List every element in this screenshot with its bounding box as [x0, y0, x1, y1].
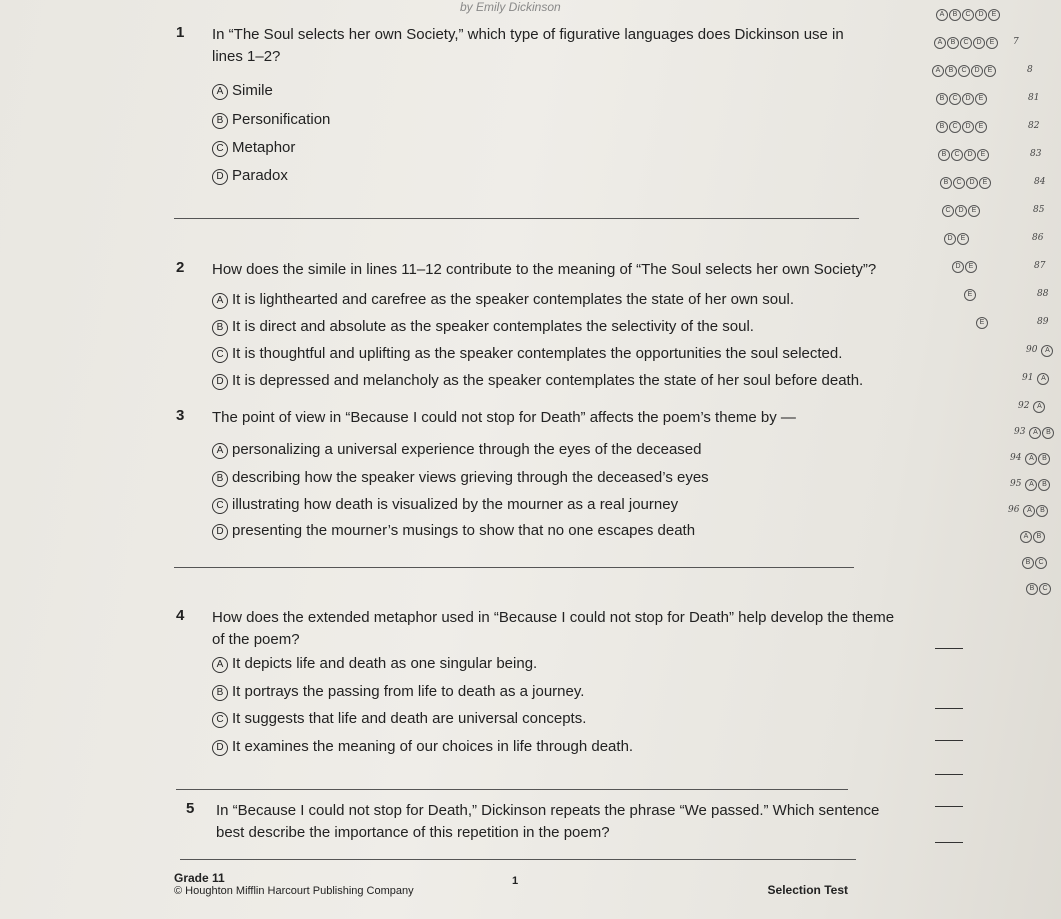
stem-line: How does the extended metaphor used in “Because I could not stop for Death” help develop the theme: [212, 609, 895, 626]
bubble-icon: E: [964, 289, 976, 301]
bubble-icon: C: [960, 37, 972, 49]
bubble-icon: B: [1038, 479, 1050, 491]
option-text: It examines the meaning of our choices in life through death.: [232, 738, 634, 755]
bubble-d[interactable]: D: [212, 374, 228, 390]
copyright: © Houghton Mifflin Harcourt Publishing Company: [174, 885, 414, 897]
answer-row: [1014, 426, 1055, 439]
option-c[interactable]: [212, 496, 678, 514]
bubble-a[interactable]: A: [212, 293, 228, 309]
option-d[interactable]: [212, 738, 633, 756]
bubble-icon: D: [975, 9, 987, 21]
bubble-icon: C: [953, 177, 965, 189]
bubble-icon: A: [1029, 427, 1041, 439]
option-a[interactable]: [212, 655, 537, 673]
answer-line-mark: [935, 842, 963, 843]
stem-line: How does the simile in lines 11–12 contribute to the meaning of “The Soul selects her own Society”?: [212, 261, 877, 278]
answer-line-mark: [935, 774, 963, 775]
section-divider: [174, 218, 859, 219]
bubble-b[interactable]: B: [212, 320, 228, 336]
bubble-icon: C: [958, 65, 970, 77]
bubble-b[interactable]: B: [212, 471, 228, 487]
bubble-icon: E: [986, 37, 998, 49]
bubble-b[interactable]: B: [212, 685, 228, 701]
bubble-icon: E: [979, 177, 991, 189]
question-number: 4: [176, 607, 185, 624]
question-stem: [212, 607, 894, 651]
option-b[interactable]: [212, 683, 584, 701]
test-name: Selection Test: [767, 883, 848, 897]
bubble-icon: A: [1025, 453, 1037, 465]
bubble-icon: A: [1033, 401, 1045, 413]
bubble-icon: D: [955, 205, 967, 217]
answer-row: [934, 36, 1023, 49]
bubble-c[interactable]: C: [212, 712, 228, 728]
bubble-icon: E: [977, 149, 989, 161]
footer-divider: [180, 859, 856, 860]
bubble-icon: B: [1026, 583, 1038, 595]
answer-row: [936, 8, 1001, 21]
bubble-icon: C: [949, 121, 961, 133]
answer-row: [944, 232, 1047, 245]
option-text: Personification: [232, 111, 331, 128]
bubble-icon: C: [962, 9, 974, 21]
answer-row: [932, 64, 1037, 77]
row-number: 92: [1018, 401, 1030, 411]
option-text: presenting the mourner’s musings to show that no one escapes death: [232, 522, 696, 539]
row-number: 8: [1027, 65, 1033, 75]
bubble-d[interactable]: D: [212, 740, 228, 756]
option-text: illustrating how death is visualized by the mourner as a real journey: [232, 496, 679, 513]
bubble-icon: D: [973, 37, 985, 49]
option-a[interactable]: [212, 82, 273, 100]
option-text: It is lighthearted and carefree as the speaker contemplates the state of her own soul.: [232, 291, 794, 308]
bubble-icon: E: [976, 317, 988, 329]
bubble-icon: E: [957, 233, 969, 245]
option-text: personalizing a universal experience through the eyes of the deceased: [232, 441, 702, 458]
option-text: It suggests that life and death are universal concepts.: [232, 710, 587, 727]
bubble-icon: B: [949, 9, 961, 21]
bubble-icon: C: [951, 149, 963, 161]
bubble-icon: D: [962, 121, 974, 133]
bubble-icon: A: [1037, 373, 1049, 385]
option-c[interactable]: [212, 345, 842, 363]
bubble-a[interactable]: A: [212, 84, 228, 100]
section-divider: [176, 789, 848, 790]
bubble-icon: B: [947, 37, 959, 49]
stem-line: The point of view in “Because I could not stop for Death” affects the poem’s theme by —: [212, 409, 796, 426]
answer-line-mark: [935, 740, 963, 741]
bubble-icon: B: [1033, 531, 1045, 543]
grade-label: Grade 11: [174, 871, 225, 885]
row-number: 81: [1028, 93, 1040, 103]
answer-row: [1026, 344, 1054, 357]
answer-row: [964, 288, 1052, 301]
row-number: 82: [1028, 121, 1040, 131]
bubble-icon: B: [945, 65, 957, 77]
bubble-icon: B: [1042, 427, 1054, 439]
option-c[interactable]: [212, 710, 586, 728]
option-b[interactable]: [212, 111, 330, 129]
row-number: 83: [1030, 149, 1042, 159]
option-text: Metaphor: [232, 139, 296, 156]
option-text: It is direct and absolute as the speaker contemplates the selectivity of the soul.: [232, 318, 754, 335]
bubble-icon: D: [962, 93, 974, 105]
bubble-c[interactable]: C: [212, 498, 228, 514]
bubble-icon: E: [975, 121, 987, 133]
bubble-d[interactable]: D: [212, 524, 228, 540]
option-b[interactable]: [212, 469, 709, 487]
answer-row: [940, 176, 1049, 189]
section-divider: [174, 567, 854, 568]
bubble-icon: A: [936, 9, 948, 21]
question-stem: [212, 24, 844, 68]
bubble-icon: B: [936, 93, 948, 105]
bubble-icon: C: [942, 205, 954, 217]
option-text: It depicts life and death as one singular being.: [232, 655, 538, 672]
question-number: 2: [176, 259, 185, 276]
question-number: 3: [176, 407, 185, 424]
bubble-icon: D: [944, 233, 956, 245]
stem-line: lines 1–2?: [212, 48, 281, 65]
row-number: 88: [1037, 289, 1049, 299]
bubble-a[interactable]: A: [212, 443, 228, 459]
answer-row: [1010, 478, 1051, 491]
stem-line: best describe the importance of this repetition in the poem?: [216, 824, 610, 841]
bubble-icon: C: [1035, 557, 1047, 569]
answer-row: [1026, 582, 1052, 595]
bubble-a[interactable]: A: [212, 657, 228, 673]
option-b[interactable]: [212, 318, 754, 336]
answer-row: [1018, 400, 1046, 413]
bubble-icon: B: [1022, 557, 1034, 569]
row-number: 86: [1032, 233, 1044, 243]
bubble-icon: E: [988, 9, 1000, 21]
option-d[interactable]: [212, 372, 863, 390]
bubble-icon: D: [971, 65, 983, 77]
bubble-icon: E: [984, 65, 996, 77]
row-number: 89: [1037, 317, 1049, 327]
bubble-icon: A: [1041, 345, 1053, 357]
question-stem: [212, 407, 796, 429]
bubble-icon: B: [1038, 453, 1050, 465]
row-number: 7: [1013, 37, 1019, 47]
answer-line-mark: [935, 648, 963, 649]
question-number: 1: [176, 24, 185, 41]
bubble-icon: C: [949, 93, 961, 105]
header-fragment: by Emily Dickinson: [460, 0, 561, 14]
bubble-icon: B: [936, 121, 948, 133]
option-text: It is thoughtful and uplifting as the speaker contemplates the opportunities the soul selected.: [232, 345, 843, 362]
option-a[interactable]: [212, 291, 794, 309]
bubble-icon: E: [965, 261, 977, 273]
option-text: It portrays the passing from life to death as a journey.: [232, 683, 585, 700]
question-stem: [216, 800, 879, 844]
row-number: 91: [1022, 373, 1034, 383]
answer-row: [942, 204, 1048, 217]
option-text: Paradox: [232, 167, 288, 184]
answer-line-mark: [935, 708, 963, 709]
answer-row: [1022, 556, 1048, 569]
row-number: 87: [1034, 261, 1046, 271]
answer-row: [1020, 530, 1046, 543]
question-stem: [212, 259, 876, 281]
bubble-icon: B: [1036, 505, 1048, 517]
bubble-icon: B: [938, 149, 950, 161]
bubble-c[interactable]: C: [212, 141, 228, 157]
row-number: 84: [1034, 177, 1046, 187]
answer-row: [1008, 504, 1049, 517]
bubble-icon: C: [1039, 583, 1051, 595]
answer-row: [936, 92, 1043, 105]
bubble-icon: A: [1023, 505, 1035, 517]
answer-row: [952, 260, 1049, 273]
row-number: 94: [1010, 453, 1022, 463]
page-number: 1: [512, 875, 519, 887]
option-text: describing how the speaker views grieving through the deceased’s eyes: [232, 469, 709, 486]
answer-row: [1022, 372, 1050, 385]
bubble-icon: A: [1025, 479, 1037, 491]
answer-line-mark: [935, 806, 963, 807]
option-c[interactable]: [212, 139, 295, 157]
stem-line: In “Because I could not stop for Death,” Dickinson repeats the phrase “We passed.” Which sentence: [216, 802, 880, 819]
stem-line: of the poem?: [212, 631, 300, 648]
bubble-icon: D: [964, 149, 976, 161]
row-number: 90: [1026, 345, 1038, 355]
bubble-icon: D: [952, 261, 964, 273]
answer-sheet-strip: [930, 0, 1061, 610]
bubble-icon: A: [934, 37, 946, 49]
answer-row: [936, 120, 1043, 133]
row-number: 95: [1010, 479, 1022, 489]
bubble-icon: E: [975, 93, 987, 105]
answer-row: [976, 316, 1052, 329]
answer-row: [1010, 452, 1051, 465]
option-d[interactable]: [212, 167, 288, 185]
bubble-icon: D: [966, 177, 978, 189]
bubble-b[interactable]: B: [212, 113, 228, 129]
option-a[interactable]: [212, 441, 701, 459]
option-d[interactable]: [212, 522, 695, 540]
bubble-icon: B: [940, 177, 952, 189]
bubble-c[interactable]: C: [212, 347, 228, 363]
bubble-icon: A: [1020, 531, 1032, 543]
bubble-d[interactable]: D: [212, 169, 228, 185]
row-number: 85: [1033, 205, 1045, 215]
option-text: It is depressed and melancholy as the speaker contemplates the state of her soul before death.: [232, 372, 864, 389]
bubble-icon: A: [932, 65, 944, 77]
bubble-icon: E: [968, 205, 980, 217]
option-text: Simile: [232, 82, 273, 99]
row-number: 93: [1014, 427, 1026, 437]
question-number: 5: [186, 800, 195, 817]
row-number: 96: [1008, 505, 1020, 515]
stem-line: In “The Soul selects her own Society,” which type of figurative languages does Dickinson use in: [212, 26, 844, 43]
answer-row: [938, 148, 1045, 161]
